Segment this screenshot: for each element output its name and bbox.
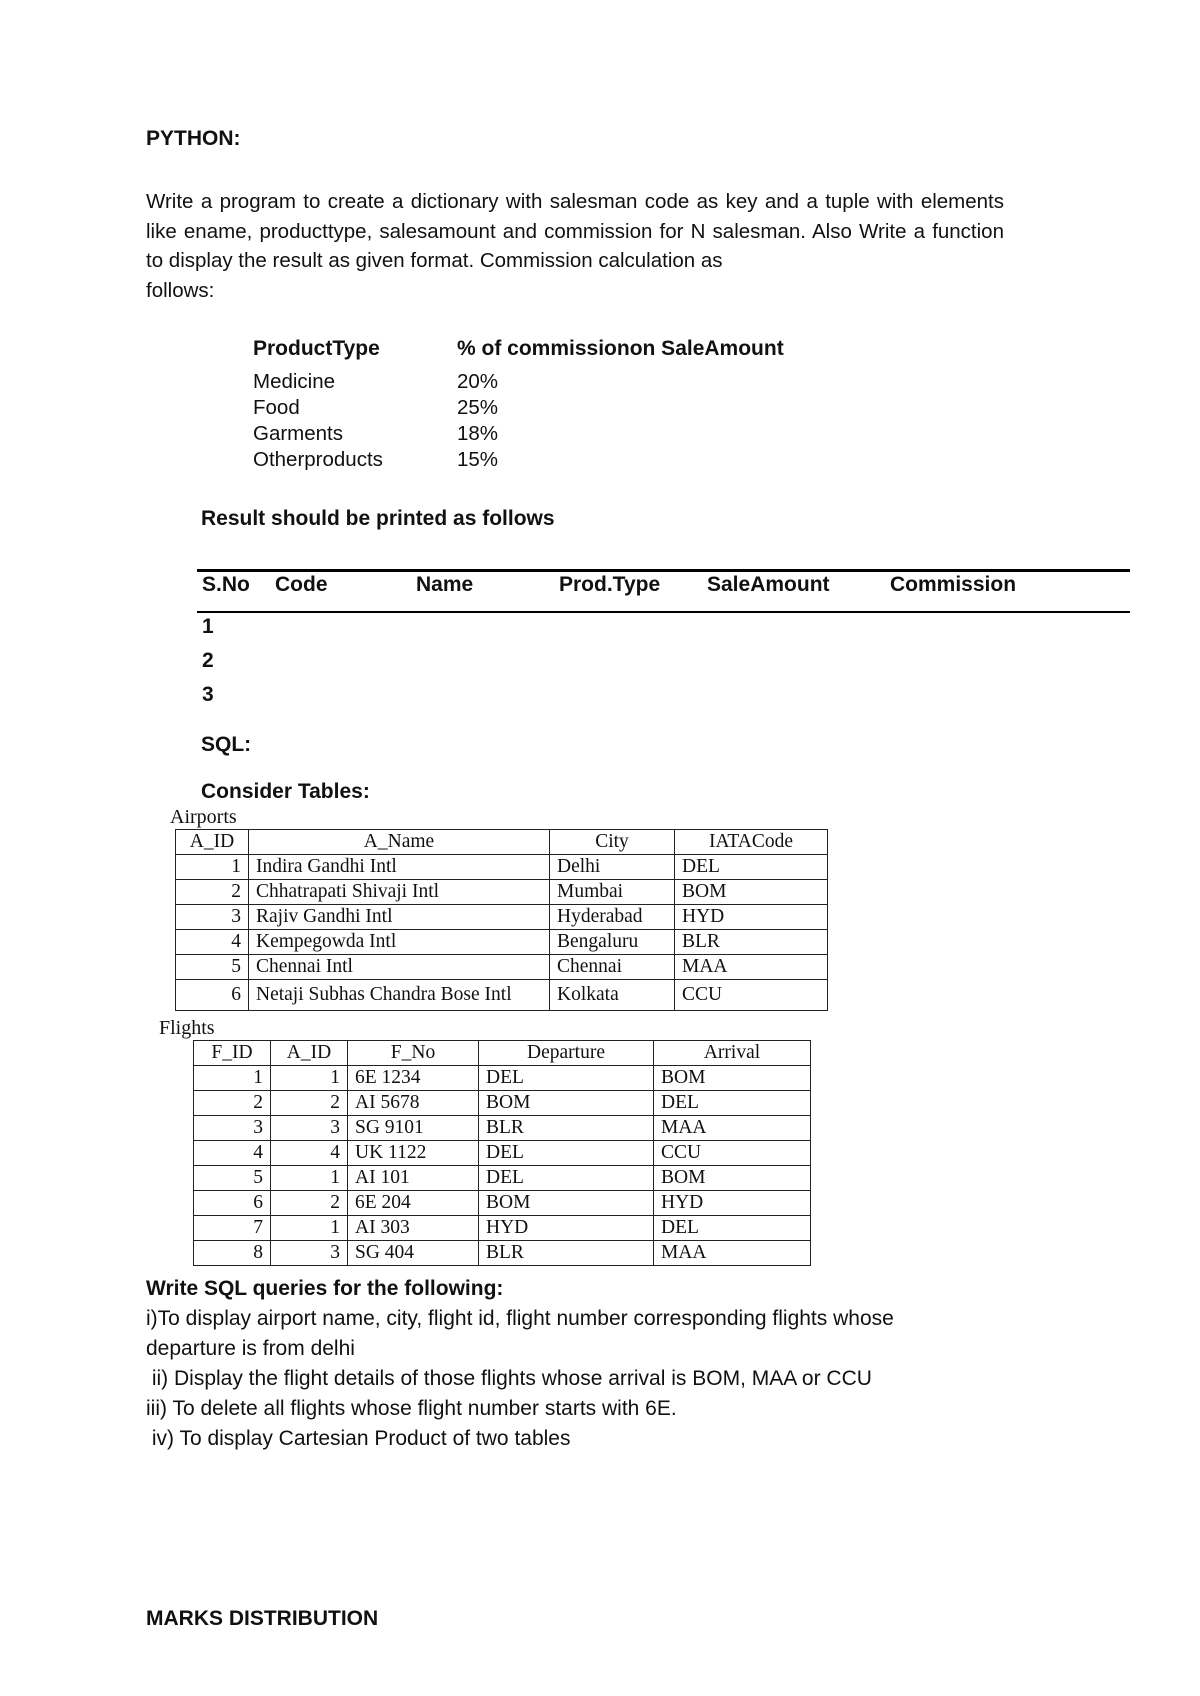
- flights-table: [193, 1040, 811, 1266]
- cell: Rajiv Gandhi Intl: [249, 905, 550, 930]
- cell: 3: [271, 1116, 348, 1141]
- cell: SG 9101: [348, 1116, 479, 1141]
- cell: AI 101: [348, 1166, 479, 1191]
- cell: 8: [194, 1241, 271, 1266]
- commission-row-percent: 15%: [457, 448, 499, 471]
- table-row: [194, 1241, 811, 1266]
- commission-row-percent: 20%: [457, 370, 499, 393]
- table-row: [194, 1066, 811, 1091]
- cell: BOM: [479, 1091, 654, 1116]
- result-header-saleamount: SaleAmount: [707, 573, 830, 596]
- query-item: iii) To delete all flights whose flight number starts with 6E.: [146, 1397, 677, 1420]
- cell: Kempegowda Intl: [249, 930, 550, 955]
- cell: 3: [271, 1241, 348, 1266]
- table-row: [176, 930, 828, 955]
- python-heading: PYTHON:: [146, 127, 241, 150]
- cell: BOM: [654, 1166, 811, 1191]
- commission-row-type: Garments: [253, 422, 343, 445]
- python-question: [146, 187, 1004, 305]
- col-header: City: [550, 830, 675, 855]
- cell: Chennai: [550, 955, 675, 980]
- table-row: [176, 855, 828, 880]
- airports-table: [175, 829, 828, 1011]
- cell: Indira Gandhi Intl: [249, 855, 550, 880]
- cell: BOM: [479, 1191, 654, 1216]
- result-label: Result should be printed as follows: [201, 507, 555, 530]
- cell: MAA: [654, 1241, 811, 1266]
- cell: 4: [271, 1141, 348, 1166]
- cell: HYD: [675, 905, 828, 930]
- table-row: [194, 1191, 811, 1216]
- cell: 1: [271, 1066, 348, 1091]
- col-header: Arrival: [654, 1041, 811, 1066]
- col-header: A_ID: [176, 830, 249, 855]
- cell: 1: [194, 1066, 271, 1091]
- cell: BOM: [675, 880, 828, 905]
- cell: AI 303: [348, 1216, 479, 1241]
- queries-heading: Write SQL queries for the following:: [146, 1277, 504, 1300]
- cell: MAA: [654, 1116, 811, 1141]
- query-item: departure is from delhi: [146, 1337, 355, 1360]
- cell: 5: [194, 1166, 271, 1191]
- cell: BLR: [479, 1241, 654, 1266]
- cell: BOM: [654, 1066, 811, 1091]
- table-row: [176, 980, 828, 1011]
- col-header: F_ID: [194, 1041, 271, 1066]
- cell: DEL: [675, 855, 828, 880]
- commission-row-percent: 18%: [457, 422, 499, 445]
- table-row: [194, 1216, 811, 1241]
- table-row: [194, 1166, 811, 1191]
- python-question-end: follows:: [146, 278, 215, 302]
- col-header: IATACode: [675, 830, 828, 855]
- commission-row-type: Otherproducts: [253, 448, 383, 471]
- cell: 6: [176, 980, 249, 1011]
- col-header: F_No: [348, 1041, 479, 1066]
- cell: DEL: [654, 1091, 811, 1116]
- marks-distribution: MARKS DISTRIBUTION: [146, 1607, 379, 1630]
- cell: BLR: [675, 930, 828, 955]
- result-header-prodtype: Prod.Type: [559, 573, 661, 596]
- table-header-row: [176, 830, 828, 855]
- query-item: ii) Display the flight details of those flights whose arrival is BOM, MAA or CCU: [146, 1367, 872, 1390]
- cell: SG 404: [348, 1241, 479, 1266]
- cell: Netaji Subhas Chandra Bose Intl: [249, 980, 550, 1011]
- sql-heading: SQL:: [201, 733, 252, 756]
- cell: HYD: [479, 1216, 654, 1241]
- result-row-number: 3: [202, 683, 214, 706]
- table-row: [194, 1116, 811, 1141]
- result-header-sno: S.No: [202, 573, 250, 596]
- table-row: [194, 1141, 811, 1166]
- result-row-number: 1: [202, 615, 214, 638]
- cell: 3: [176, 905, 249, 930]
- cell: DEL: [479, 1166, 654, 1191]
- result-header-name: Name: [416, 573, 474, 596]
- cell: 6: [194, 1191, 271, 1216]
- cell: CCU: [654, 1141, 811, 1166]
- table-row: [194, 1091, 811, 1116]
- cell: Bengaluru: [550, 930, 675, 955]
- col-header: A_ID: [271, 1041, 348, 1066]
- cell: 6E 204: [348, 1191, 479, 1216]
- query-item: i)To display airport name, city, flight id, flight number corresponding flights whose: [146, 1307, 894, 1330]
- cell: DEL: [479, 1141, 654, 1166]
- python-question-text: Write a program to create a dictionary with salesman code as key and a tuple with elements like ename, producttype, salesamount and commission for N salesman. Also Write a function to display the result as given format. Commission calculation as: [146, 190, 1004, 272]
- flights-caption: Flights: [159, 1017, 215, 1039]
- cell: 7: [194, 1216, 271, 1241]
- col-header: A_Name: [249, 830, 550, 855]
- cell: 3: [194, 1116, 271, 1141]
- commission-header-type: ProductType: [253, 337, 380, 360]
- cell: Chhatrapati Shivaji Intl: [249, 880, 550, 905]
- cell: BLR: [479, 1116, 654, 1141]
- cell: HYD: [654, 1191, 811, 1216]
- cell: CCU: [675, 980, 828, 1011]
- cell: Kolkata: [550, 980, 675, 1011]
- cell: 1: [271, 1166, 348, 1191]
- cell: Mumbai: [550, 880, 675, 905]
- cell: MAA: [675, 955, 828, 980]
- col-header: Departure: [479, 1041, 654, 1066]
- table-header-row: [194, 1041, 811, 1066]
- commission-row-type: Food: [253, 396, 300, 419]
- result-top-rule: [197, 569, 1130, 572]
- cell: 5: [176, 955, 249, 980]
- table-row: [176, 905, 828, 930]
- cell: Hyderabad: [550, 905, 675, 930]
- cell: DEL: [654, 1216, 811, 1241]
- result-header-code: Code: [275, 573, 328, 596]
- query-item: iv) To display Cartesian Product of two tables: [146, 1427, 571, 1450]
- cell: 2: [271, 1191, 348, 1216]
- cell: 1: [176, 855, 249, 880]
- cell: 2: [271, 1091, 348, 1116]
- cell: 4: [176, 930, 249, 955]
- cell: UK 1122: [348, 1141, 479, 1166]
- result-header-commission: Commission: [890, 573, 1017, 596]
- result-header-rule: [197, 611, 1130, 613]
- cell: 2: [176, 880, 249, 905]
- cell: AI 5678: [348, 1091, 479, 1116]
- cell: DEL: [479, 1066, 654, 1091]
- cell: 2: [194, 1091, 271, 1116]
- cell: 4: [194, 1141, 271, 1166]
- commission-row-type: Medicine: [253, 370, 336, 393]
- commission-row-percent: 25%: [457, 396, 499, 419]
- result-row-number: 2: [202, 649, 214, 672]
- cell: Delhi: [550, 855, 675, 880]
- cell: Chennai Intl: [249, 955, 550, 980]
- consider-tables: Consider Tables:: [201, 780, 370, 803]
- airports-caption: Airports: [170, 806, 237, 828]
- table-row: [176, 880, 828, 905]
- table-row: [176, 955, 828, 980]
- commission-header-percent: % of commissionon SaleAmount: [457, 337, 784, 360]
- cell: 6E 1234: [348, 1066, 479, 1091]
- cell: 1: [271, 1216, 348, 1241]
